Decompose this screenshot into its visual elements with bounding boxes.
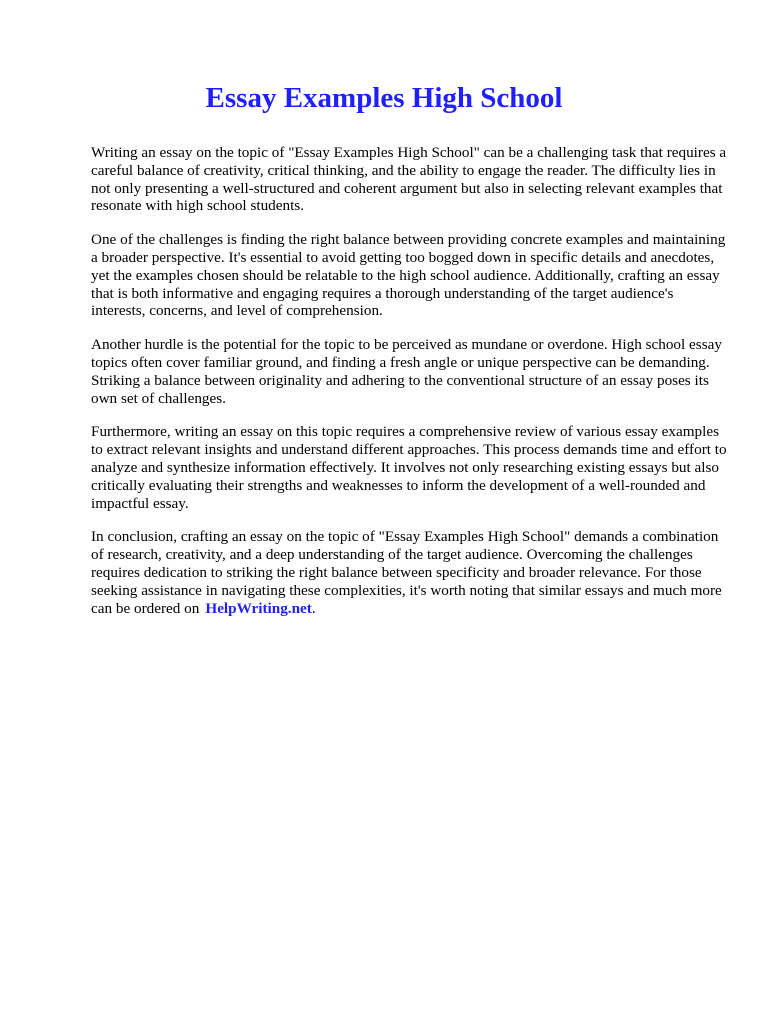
- paragraph-5-text: In conclusion, crafting an essay on the topic of "Essay Examples High School" demands a combination of research, creativity, and a deep understanding of the target audience. Overcoming the challenges requires dedication to striking the right balance between specificity and broader relevance. For those seeking assistance in navigating these complexities, it's worth noting that similar essays and much more can be ordered on: [91, 528, 722, 617]
- page-title: Essay Examples High School: [205, 82, 563, 114]
- paragraph-5: [91, 528, 731, 617]
- paragraph-2: One of the challenges is finding the right balance between providing concrete examples and maintaining a broader perspective. It's essential to avoid getting too bogged down in specific details and anecdotes, yet the examples chosen should be relatable to the high school audience. Additionally, crafting an essay that is both informative and engaging requires a thorough understanding of the target audience's interests, concerns, and level of comprehension.: [91, 231, 726, 320]
- paragraph-4: Furthermore, writing an essay on this topic requires a comprehensive review of various essay examples to extract relevant insights and understand different approaches. This process demands time and effort to analyze and synthesize information effectively. It involves not only researching existing essays but also critically evaluating their strengths and weaknesses to inform the development of a well-rounded and impactful essay.: [91, 423, 727, 512]
- essay-body: [91, 144, 731, 633]
- paragraph-1: Writing an essay on the topic of "Essay Examples High School" can be a challenging task that requires a careful balance of creativity, critical thinking, and the ability to engage the reader. The difficulty lies in not only presenting a well-structured and coherent argument but also in selecting relevant examples that resonate with high school students.: [91, 144, 727, 215]
- paragraph-3: Another hurdle is the potential for the topic to be perceived as mundane or overdone. High school essay topics often cover familiar ground, and finding a fresh angle or unique perspective can be demanding. Striking a balance between originality and adhering to the conventional structure of an essay poses its own set of challenges.: [91, 336, 722, 407]
- paragraph-5-trailing: .: [311, 599, 316, 617]
- helpwriting-link[interactable]: HelpWriting.net: [205, 599, 312, 617]
